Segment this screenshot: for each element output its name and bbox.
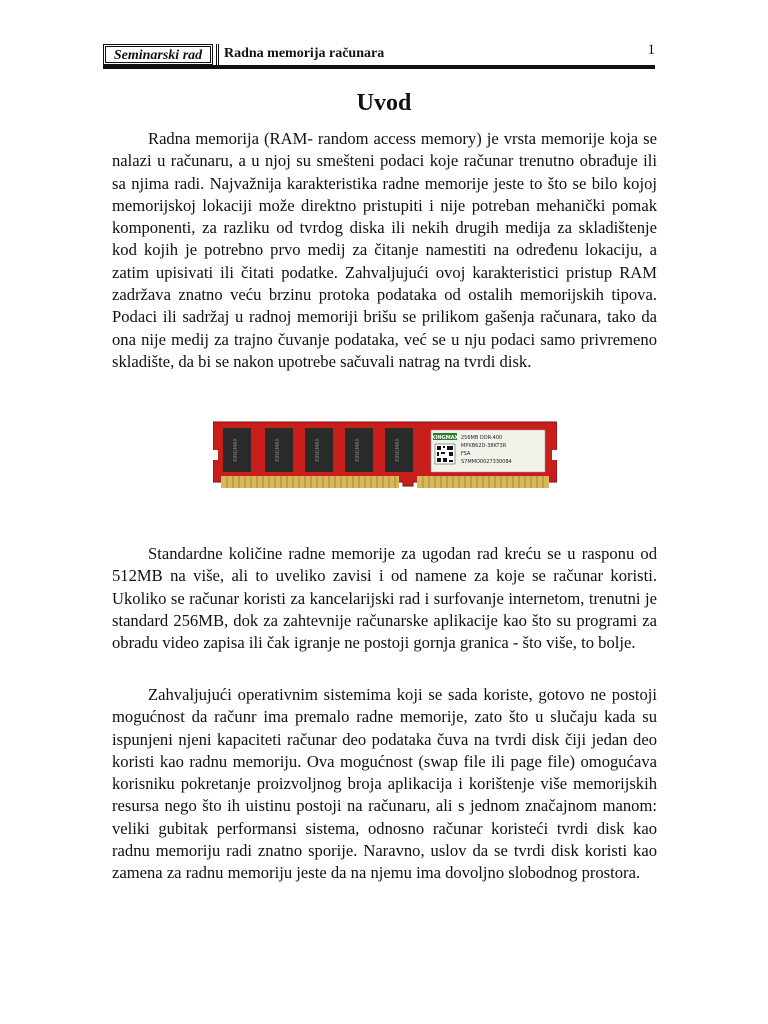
svg-text:KINGMAX: KINGMAX (315, 438, 321, 462)
svg-text:KINGMAX: KINGMAX (275, 438, 281, 462)
ram-module-image (213, 420, 557, 497)
header-divider (216, 44, 220, 65)
svg-text:KINGMAX: KINGMAX (395, 438, 401, 462)
page-number: 1 (647, 42, 655, 58)
label-line-2: MPXB62D-38KT3R (461, 443, 507, 449)
paragraph-swap: Zahvaljujući operativnim sistemima koji se sada koriste, gotovo ne postoji mogućnost da računr ima premalo radne memorije, zato što u slučaju kada su ispunjeni njeni kapaciteti računar deo podataka čuva na tvrdi disk čiji jedan deo koristi kao radnu memoriju. Ova mogućnost (swap file ili page file) omogućava korisniku pokretanje proizvoljnog broja aplikacija i korištenje više memorijskih resursa nego što ih uistinu postoji na računaru, ali s jednom značajnom manom: veliki gubitak performansi sistema, odnosno računar koristeći tvrdi disk kao radnu memoriju radi znatno sporije. Naravno, uslov da se tvrdi disk koristi kao zamena za radnu memoriju jeste da na njemu ima dovoljno slobodnog prostora. (112, 685, 657, 883)
svg-text:KINGMAX: KINGMAX (233, 438, 239, 462)
label-line-4: S7MMO0027330084 (461, 459, 512, 465)
label-line-3: FSA (461, 451, 471, 457)
svg-text:KINGMAX: KINGMAX (355, 438, 361, 462)
paragraph-intro: Radna memorija (RAM- random access memory) je vrsta memorije koja se nalazi u računaru, a u njoj su smešteni podaci koje računar trenutno obrađuje ili sa njima radi. Najvažnija karakteristika radne memorije jeste to što se bilo kojoj memorijskoj lokaciji može direktno pristupiti i nije potreban mehanički pomak komponenti, za razliku od tvrdog diska ili nekih drugih medija za skladištenje kod kojih je potrebno prvo medij za čitanje namestiti na određenu lokaciju, a zatim upisivati ili čitati podatke. Zahvaljujući ovoj karakteristici pristup RAM zadržava znatno veću brzinu protoka podataka od ostalih memorijskih tipova. Podaci ili sadržaj u radnoj memoriji brišu se prilikom gašenja računara, tako da ona nije medij za trajno čuvanje podataka, već se u nju podaci samo privremeno skladište, da bi se nakon upotrebe sačuvali natrag na tvrdi disk. (112, 129, 657, 371)
gold-contacts (221, 476, 549, 488)
label-brand: KINGMAX (431, 435, 459, 441)
section-title: Uvod (356, 90, 412, 116)
header-rule (103, 65, 655, 69)
label-line-1: 256MB DDR-400 (461, 435, 503, 441)
header-label: Seminarski rad (103, 44, 213, 65)
page-header (103, 44, 655, 68)
ram-module-illustration (213, 420, 557, 497)
paragraph-capacity: Standardne količine radne memorije za ugodan rad kreću se u rasponu od 512MB na više, ali to uveliko zavisi i od namene za koje se računar koristi. Ukoliko se računar koristi za kancelarijski rad i surfovanje internetom, trenutni je standard 256MB, dok za zahtevnije računarske aplikacije kao što su programi za obradu video zapisa ili čak igranje ne postoji gornja granica - što više, to bolje. (112, 544, 657, 653)
header-title: Radna memorija računara (224, 46, 385, 61)
